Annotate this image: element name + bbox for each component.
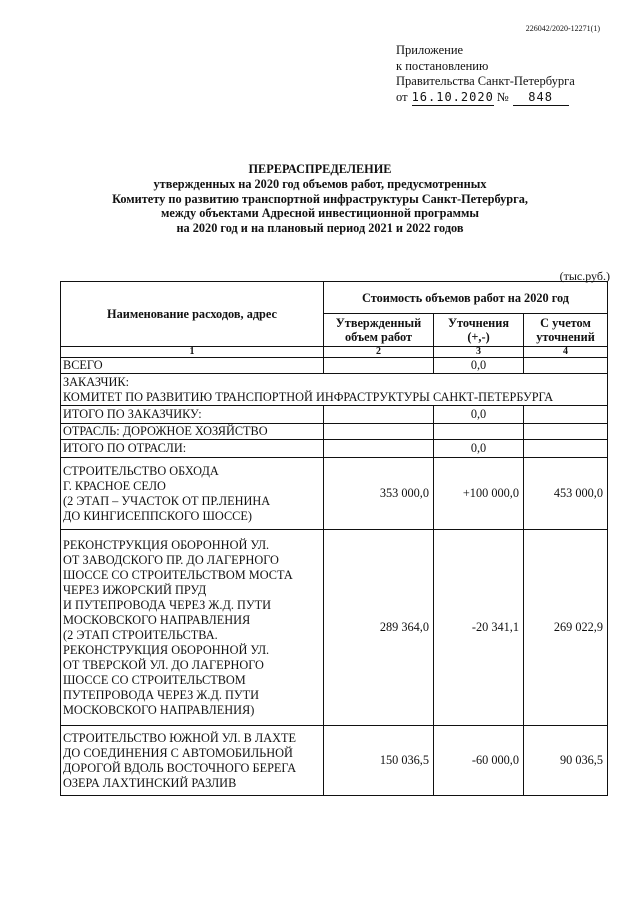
title-line-3: Комитету по развитию транспортной инфраструктуры Санкт-Петербурга, (112, 191, 528, 206)
number-prefix: № (496, 89, 509, 104)
changes-cell: -60 000,0 (434, 726, 524, 796)
row-name-cell: СТРОИТЕЛЬСТВО ЮЖНОЙ УЛ. В ЛАХТЕ ДО СОЕДИНЕНИЯ С АВТОМОБИЛЬНОЙ ДОРОГОЙ ВДОЛЬ ВОСТОЧНОГО БЕРЕГА ОЗЕРА ЛАХТИНСКИЙ РАЗЛИВ (61, 726, 324, 796)
row-name-cell: РЕКОНСТРУКЦИЯ ОБОРОННОЙ УЛ. ОТ ЗАВОДСКОГО ПР. ДО ЛАГЕРНОГО ШОССЕ СО СТРОИТЕЛЬСТВОМ МОСТА ЧЕРЕЗ ИЖОРСКИЙ ПРУД И ПУТЕПРОВОДА ЧЕРЕЗ Ж.Д. ПУТИ МОСКОВСКОГО НАПРАВЛЕНИЯ (2 ЭТАП СТРОИТЕЛЬСТВА. РЕКОНСТРУКЦИЯ ОБОРОННОЙ УЛ. ОТ ТВЕРСКОЙ УЛ. ДО ЛАГЕРНОГО ШОССЕ СО СТРОИТЕЛЬСТВОМ ПУТЕПРОВОДА ЧЕРЕЗ Ж.Д. ПУТИ МОСКОВСКОГО НАПРАВЛЕНИЯ) (61, 530, 324, 726)
adjusted-cell: 269 022,9 (524, 530, 608, 726)
table-row (61, 726, 608, 796)
table-row (61, 424, 608, 440)
approved-cell: 289 364,0 (324, 530, 434, 726)
row-name-cell: ВСЕГО (61, 358, 324, 374)
appendix-date-line (396, 90, 575, 107)
appendix-block (396, 43, 575, 106)
approved-cell (324, 440, 434, 458)
units-label: (тыс.руб.) (559, 269, 610, 283)
title-line-4: между объектами Адресной инвестиционной программы (161, 206, 479, 221)
changes-cell (434, 424, 524, 440)
approved-cell (324, 424, 434, 440)
changes-cell: +100 000,0 (434, 458, 524, 530)
approved-cell: 150 036,5 (324, 726, 434, 796)
changes-cell: 0,0 (434, 406, 524, 424)
title-line-2: утвержденных на 2020 год объемов работ, предусмотренных (153, 176, 487, 191)
changes-cell: -20 341,1 (434, 530, 524, 726)
date-prefix: от (396, 89, 408, 104)
appendix-line-3: Правительства Санкт-Петербурга (396, 74, 575, 88)
resolution-date: 16.10.2020 (412, 90, 494, 107)
title-line-5: на 2020 год и на плановый период 2021 и 2022 годов (176, 221, 464, 236)
adjusted-cell (524, 424, 608, 440)
header-changes: Уточнения (+,-) (434, 314, 524, 347)
col-number-4: 4 (524, 347, 608, 358)
appendix-line-1: Приложение (396, 43, 464, 57)
document-title (0, 162, 640, 236)
adjusted-cell: 453 000,0 (524, 458, 608, 530)
header-approved: Утвержденный объем работ (324, 314, 434, 347)
adjusted-cell: 90 036,5 (524, 726, 608, 796)
table-row (61, 374, 608, 406)
row-name-cell: ИТОГО ПО ЗАКАЗЧИКУ: (61, 406, 324, 424)
table-row (61, 440, 608, 458)
row-name-cell: СТРОИТЕЛЬСТВО ОБХОДА Г. КРАСНОЕ СЕЛО (2 ЭТАП – УЧАСТОК ОТ ПР.ЛЕНИНА ДО КИНГИСЕППСКОГО ШОССЕ) (61, 458, 324, 530)
table-row (61, 458, 608, 530)
header-group: Стоимость объемов работ на 2020 год (324, 282, 608, 314)
adjusted-cell (524, 440, 608, 458)
table-row (61, 406, 608, 424)
approved-cell (324, 406, 434, 424)
approved-cell (324, 358, 434, 374)
appendix-line-2: к постановлению (396, 58, 489, 73)
adjusted-cell (524, 406, 608, 424)
title-line-1: ПЕРЕРАСПРЕДЕЛЕНИЕ (248, 162, 392, 176)
table-body (61, 358, 608, 796)
row-name-cell: ЗАКАЗЧИК: КОМИТЕТ ПО РАЗВИТИЮ ТРАНСПОРТНОЙ ИНФРАСТРУКТУРЫ САНКТ-ПЕТЕРБУРГА (61, 374, 608, 406)
changes-cell: 0,0 (434, 440, 524, 458)
changes-cell: 0,0 (434, 358, 524, 374)
header-name: Наименование расходов, адрес (61, 282, 324, 347)
row-name-cell: ОТРАСЛЬ: ДОРОЖНОЕ ХОЗЯЙСТВО (61, 424, 324, 440)
resolution-number: 848 (513, 90, 569, 107)
col-number-3: 3 (434, 347, 524, 358)
col-number-2: 2 (324, 347, 434, 358)
adjusted-cell (524, 358, 608, 374)
table-row (61, 530, 608, 726)
approved-cell: 353 000,0 (324, 458, 434, 530)
document-id: 226042/2020-12271(1) (525, 24, 600, 33)
row-name-cell: ИТОГО ПО ОТРАСЛИ: (61, 440, 324, 458)
table-row (61, 358, 608, 374)
col-number-1: 1 (61, 347, 324, 358)
header-adjusted: С учетом уточнений (524, 314, 608, 347)
redistribution-table (60, 281, 608, 796)
